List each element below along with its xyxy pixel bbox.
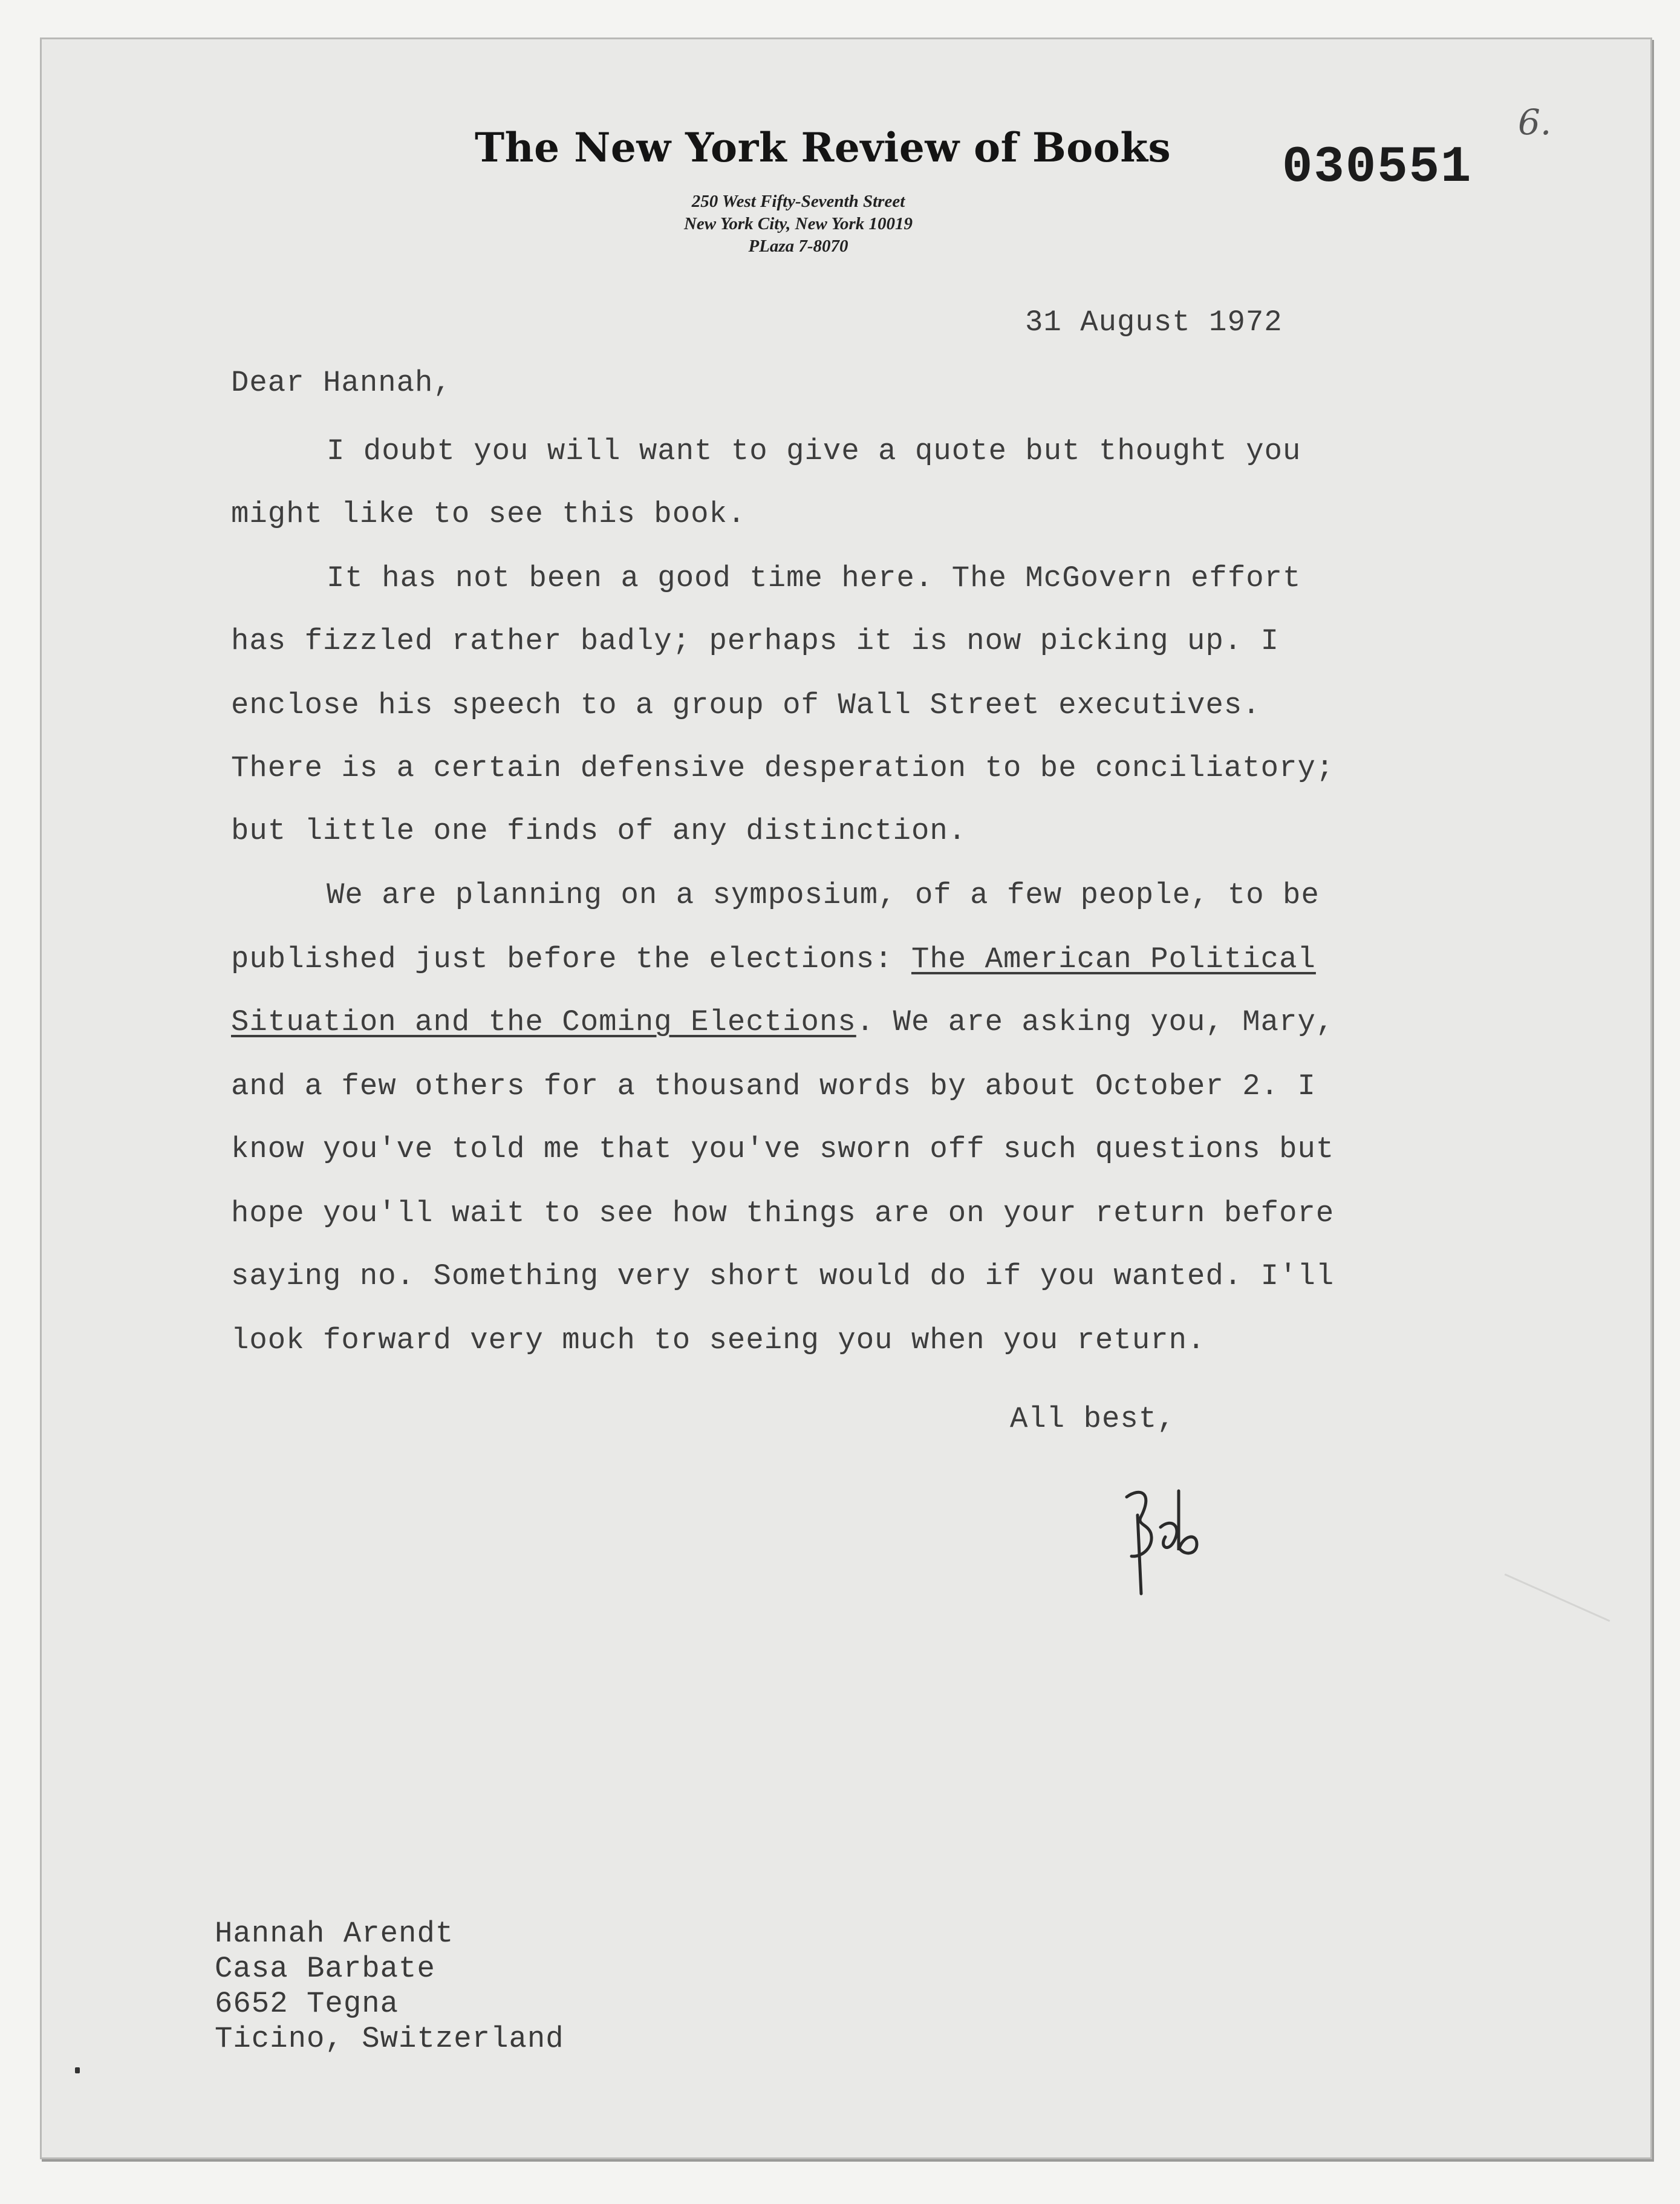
body-line: We are planning on a symposium, of a few people, to be — [327, 878, 1320, 912]
margin-speck — [75, 2067, 80, 2073]
closing: All best, — [1010, 1402, 1176, 1436]
signature-handwriting — [1116, 1479, 1231, 1606]
recipient-line: Casa Barbate — [215, 1952, 435, 1986]
body-line: I doubt you will want to give a quote but thought you — [327, 434, 1301, 468]
recipient-name: Hannah Arendt — [215, 1917, 454, 1951]
body-line: enclose his speech to a group of Wall Street executives. — [231, 688, 1261, 722]
symposium-title-part1: The American Political — [911, 942, 1316, 976]
body-line: It has not been a good time here. The McGovern effort — [327, 561, 1301, 595]
body-line: saying no. Something very short would do if you wanted. I'll — [231, 1259, 1335, 1293]
body-line — [231, 942, 1316, 976]
address-street: 250 West Fifty-Seventh Street — [691, 192, 905, 211]
address-city: New York City, New York 10019 — [683, 214, 913, 233]
recipient-line: Ticino, Switzerland — [215, 2022, 564, 2056]
body-line: and a few others for a thousand words by about October 2. I — [231, 1069, 1316, 1103]
body-line: might like to see this book. — [231, 497, 746, 531]
letterhead-address — [665, 191, 931, 258]
body-line: know you've told me that you've sworn off such questions but — [231, 1132, 1335, 1166]
symposium-title-part2: Situation and the Coming Elections — [231, 1005, 856, 1039]
body-line — [231, 1005, 1334, 1039]
body-line: but little one finds of any distinction. — [231, 814, 967, 848]
letter-date: 31 August 1972 — [1025, 305, 1283, 339]
body-line: hope you'll wait to see how things are on your return before — [231, 1196, 1335, 1230]
body-text: . We are asking you, Mary, — [856, 1005, 1335, 1039]
address-phone: PLaza 7-8070 — [748, 236, 848, 256]
body-line: look forward very much to seeing you when you return. — [231, 1323, 1206, 1357]
recipient-line: 6652 Tegna — [215, 1987, 399, 2021]
body-line: There is a certain defensive desperation to be conciliatory; — [231, 751, 1335, 785]
letterhead-title: The New York Review of Books — [475, 124, 1171, 171]
archive-number: 030551 — [1282, 139, 1473, 197]
page-mark: 6. — [1518, 102, 1552, 143]
body-text: published just before the elections: — [231, 942, 911, 976]
salutation: Dear Hannah, — [231, 366, 452, 400]
body-line: has fizzled rather badly; perhaps it is now picking up. I — [231, 624, 1280, 658]
recipient-address — [215, 1916, 564, 2056]
signature — [1116, 1479, 1231, 1609]
